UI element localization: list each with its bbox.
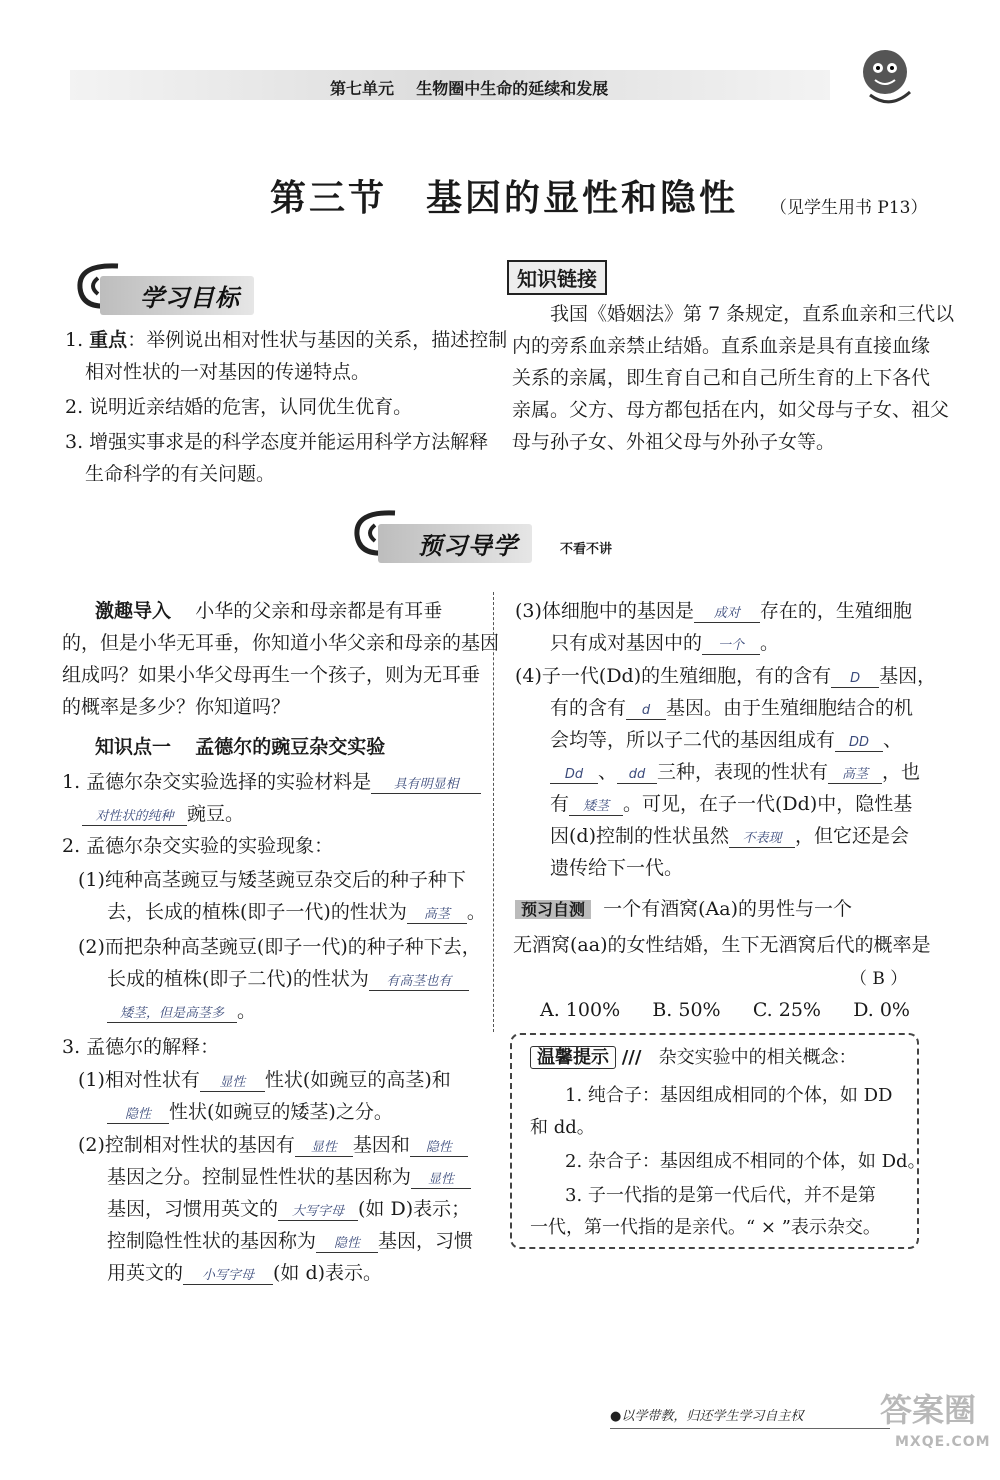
kp1-q2-1a: (1)纯种高茎豌豆与矮茎豌豆杂交后的种子种下 bbox=[78, 869, 466, 891]
option-c: C. 25% bbox=[752, 999, 821, 1021]
goal-item-3-cont: 生命科学的有关问题。 bbox=[85, 463, 276, 485]
tip-item-3-cont: 一代，第一代指的是亲代。“ × ”表示杂交。 bbox=[530, 1217, 881, 1238]
goal-item-2: 2. 说明近亲结婚的危害，认同优生优育。 bbox=[65, 396, 413, 418]
q-text: 有的含有 bbox=[550, 697, 627, 719]
answer-blank: 高茎 bbox=[828, 767, 882, 784]
q-text: 用英文的 bbox=[107, 1262, 184, 1284]
q-text: ，但它还是会 bbox=[795, 825, 910, 847]
q-text: 基因，习惯 bbox=[378, 1230, 474, 1252]
kp1-q2-2c bbox=[107, 995, 256, 1027]
right-q3 bbox=[515, 595, 912, 627]
tip-slash-icon: /// bbox=[621, 1047, 642, 1068]
intro-line-3: 组成吗？如果小华父母再生一个孩子，则为无耳垂 bbox=[62, 664, 481, 686]
q-text: (4)子一代(Dd)的生殖细胞，有的含有 bbox=[515, 665, 832, 687]
kp1-q2-2b bbox=[107, 963, 469, 995]
answer-blank: 隐性 bbox=[107, 1107, 169, 1124]
header-unit-title: 生物圈中生命的延续和发展 bbox=[416, 79, 609, 98]
intro-line-2: 的，但是小华无耳垂，你知道小华父亲和母亲的基因 bbox=[62, 632, 500, 654]
kp1-q3-1 bbox=[78, 1064, 451, 1096]
q-text: 1. 孟德尔杂交实验选择的实验材料是 bbox=[62, 771, 372, 793]
q-text: 控制隐性性状的基因称为 bbox=[107, 1230, 317, 1252]
intro-label: 激趣导入 bbox=[95, 600, 172, 622]
answer-blank: 矮茎，但是高茎多 bbox=[107, 1006, 237, 1023]
answer-blank: 显性 bbox=[295, 1140, 353, 1157]
answer-blank: 不表现 bbox=[729, 831, 795, 848]
kp1-q3-2-l5 bbox=[107, 1257, 382, 1289]
selftest-label: 预习自测 bbox=[515, 900, 591, 919]
kp1-q3-2 bbox=[78, 1129, 468, 1161]
footer-slogan: 以学带教，归还学生学习自主权 bbox=[621, 1409, 804, 1424]
preview-tag: 不看不讲 bbox=[560, 542, 613, 557]
tip-item-2: 2. 杂合子：基因组成不相同的个体，如 Dd。 bbox=[565, 1151, 926, 1172]
goals-badge: 学习目标 bbox=[100, 276, 254, 315]
selftest-line-2: 无酒窝(aa)的女性结婚，生下无酒窝后代的概率是 bbox=[513, 934, 931, 956]
answer-blank: d bbox=[626, 703, 666, 720]
kp1-q2-1b bbox=[107, 896, 486, 928]
q-text: 只有成对基因中的 bbox=[550, 632, 703, 654]
tip-heading-row bbox=[530, 1042, 857, 1074]
section-ref: （见学生用书 P13） bbox=[770, 198, 928, 218]
q-text: 基因。由于生殖细胞结合的机 bbox=[666, 697, 914, 719]
column-divider bbox=[493, 592, 494, 1032]
kp1-q1-cont bbox=[82, 798, 244, 830]
answer-blank: 具有明显相 bbox=[371, 777, 481, 794]
q-text: 、 bbox=[598, 761, 618, 783]
q-text: (如 D)表示； bbox=[358, 1198, 471, 1220]
answer-blank: 显性 bbox=[411, 1172, 471, 1189]
selftest-text: 一个有酒窝(Aa)的男性与一个 bbox=[603, 898, 852, 920]
kp1-q1 bbox=[62, 766, 481, 798]
answer-blank: 一个 bbox=[702, 638, 760, 655]
answer-blank: DD bbox=[835, 735, 883, 752]
selftest-options bbox=[540, 994, 910, 1026]
q-text: 存在的，生殖细胞 bbox=[759, 600, 912, 622]
answer-blank: 隐性 bbox=[316, 1236, 378, 1253]
q-text: (2)控制相对性状的基因有 bbox=[78, 1134, 295, 1156]
answer-blank: dd bbox=[617, 767, 657, 784]
goal-item-1-cont: 相对性状的一对基因的传递特点。 bbox=[85, 361, 371, 383]
kp1-heading bbox=[95, 731, 385, 763]
tip-label: 温馨提示 bbox=[530, 1046, 616, 1069]
q-text: 因(d)控制的性状虽然 bbox=[550, 825, 729, 847]
right-q4-l5 bbox=[550, 788, 912, 820]
kp1-label: 知识点一 bbox=[95, 736, 172, 758]
footer-text bbox=[610, 1405, 803, 1424]
q-text: 性状(如豌豆的高茎)和 bbox=[264, 1069, 451, 1091]
answer-blank: 小写字母 bbox=[183, 1268, 273, 1285]
header-unit-label: 第七单元 bbox=[330, 79, 395, 98]
tip-item-1: 1. 纯合子：基因组成相同的个体，如 DD bbox=[565, 1085, 893, 1106]
knowledge-line: 亲属。父方、母方都包括在内，如父母与子女、祖父 bbox=[512, 399, 950, 421]
knowledge-line: 内的旁系血亲禁止结婚。直系血亲是具有直接血缘 bbox=[512, 335, 931, 357]
right-q4-l3 bbox=[550, 724, 902, 756]
right-q4 bbox=[515, 660, 936, 692]
answer-blank: 矮茎 bbox=[569, 799, 623, 816]
answer-blank: 成对 bbox=[694, 606, 760, 623]
option-b: B. 50% bbox=[652, 999, 721, 1021]
q-text: 有 bbox=[550, 793, 570, 815]
kp1-q3-2-l4 bbox=[107, 1225, 473, 1257]
q-text: 性状(如豌豆的矮茎)之分。 bbox=[169, 1101, 393, 1123]
answer-blank: 隐性 bbox=[410, 1140, 468, 1157]
q-text: 三种，表现的性状有 bbox=[657, 761, 829, 783]
kp1-q3-2-l3 bbox=[107, 1193, 470, 1225]
kp1-q2-2a: (2)而把杂种高茎豌豆(即子一代)的种子种下去， bbox=[78, 936, 481, 958]
kp1-q3-1-cont bbox=[107, 1096, 393, 1128]
right-q4-l4 bbox=[550, 756, 920, 788]
selftest-answer: （ B ） bbox=[850, 969, 908, 989]
q-text: 。 bbox=[760, 632, 780, 654]
goal-text: ：举例说出相对性状与基因的关系，描述控制 bbox=[127, 329, 508, 351]
header-unit bbox=[330, 76, 608, 99]
option-d: D. 0% bbox=[853, 999, 910, 1021]
option-a: A. 100% bbox=[540, 999, 621, 1021]
q-text: 去，长成的植株(即子一代)的性状为 bbox=[107, 901, 407, 923]
watermark-logo bbox=[880, 1385, 976, 1431]
q-text: 。可见，在子一代(Dd)中，隐性基 bbox=[623, 793, 913, 815]
section-title: 第三节 基因的显性和隐性 bbox=[270, 177, 739, 219]
right-q4-l7: 遗传给下一代。 bbox=[550, 857, 684, 879]
q-text: 基因之分。控制显性性状的基因称为 bbox=[107, 1166, 412, 1188]
selftest-line-1 bbox=[515, 893, 852, 926]
intro-text: 小华的父亲和母亲都是有耳垂 bbox=[195, 600, 443, 622]
answer-blank: D bbox=[831, 671, 879, 688]
knowledge-line: 母与孙子女、外祖父母与外孙子女等。 bbox=[512, 431, 836, 453]
goal-item-1 bbox=[65, 324, 507, 356]
q-text: 、 bbox=[883, 729, 903, 751]
q-text: ，也 bbox=[882, 761, 921, 783]
kp1-q3-2-l2 bbox=[107, 1161, 471, 1193]
kp1-title: 孟德尔的豌豆杂交实验 bbox=[195, 736, 386, 758]
q-text: 基因， bbox=[879, 665, 937, 687]
q-text: 会均等，所以子二代的基因组成有 bbox=[550, 729, 836, 751]
intro-line-4: 的概率是多少？你知道吗？ bbox=[62, 696, 291, 718]
answer-blank: 显性 bbox=[200, 1075, 265, 1092]
q-text: (3)体细胞中的基因是 bbox=[515, 600, 694, 622]
footer-rule bbox=[610, 1428, 890, 1429]
q-text: (1)相对性状有 bbox=[78, 1069, 200, 1091]
knowledge-link-badge: 知识链接 bbox=[507, 260, 607, 295]
right-q4-l2 bbox=[550, 692, 913, 724]
kp1-q2: 2. 孟德尔杂交实验的实验现象： bbox=[62, 835, 334, 857]
answer-blank: 大写字母 bbox=[278, 1204, 358, 1221]
tip-heading: 杂交实验中的相关概念： bbox=[658, 1047, 857, 1068]
watermark-text: 答案圈 bbox=[880, 1391, 977, 1429]
knowledge-line: 我国《婚姻法》第 7 条规定，直系血亲和三代以 bbox=[550, 303, 955, 325]
footer-bullet-icon: ● bbox=[610, 1409, 622, 1424]
preview-badge: 预习导学 bbox=[378, 524, 532, 563]
mascot-icon bbox=[850, 40, 925, 110]
q-text: 豌豆。 bbox=[187, 803, 245, 825]
q-text: 基因和 bbox=[352, 1134, 410, 1156]
answer-blank: 有高茎也有 bbox=[369, 974, 469, 991]
right-q4-l6 bbox=[550, 820, 909, 852]
knowledge-link-text bbox=[512, 298, 955, 458]
q-text: 基因，习惯用英文的 bbox=[107, 1198, 279, 1220]
answer-blank: 高茎 bbox=[407, 907, 467, 924]
q-text: 长成的植株(即子二代)的性状为 bbox=[107, 968, 369, 990]
knowledge-line: 关系的亲属，即生育自己和自己所生育的上下各代 bbox=[512, 367, 931, 389]
goal-num: 1. bbox=[65, 329, 90, 351]
kp1-q3: 3. 孟德尔的解释： bbox=[62, 1036, 220, 1058]
watermark-url: MXQE.COM bbox=[895, 1434, 991, 1450]
goal-item-3: 3. 增强实事求是的科学态度并能运用科学方法解释 bbox=[65, 431, 489, 453]
tip-item-3: 3. 子一代指的是第一代后代，并不是第 bbox=[565, 1185, 876, 1206]
tip-item-1-cont: 和 dd。 bbox=[530, 1117, 595, 1138]
q-text: (如 d)表示。 bbox=[273, 1262, 383, 1284]
q-text: 。 bbox=[466, 901, 486, 923]
answer-blank: 对性状的纯种 bbox=[82, 809, 187, 826]
goal-key: 重点 bbox=[89, 329, 128, 351]
right-q3-cont bbox=[550, 627, 779, 659]
answer-blank: Dd bbox=[550, 767, 598, 784]
intro-line-1 bbox=[95, 595, 442, 627]
q-text: 。 bbox=[237, 1000, 257, 1022]
